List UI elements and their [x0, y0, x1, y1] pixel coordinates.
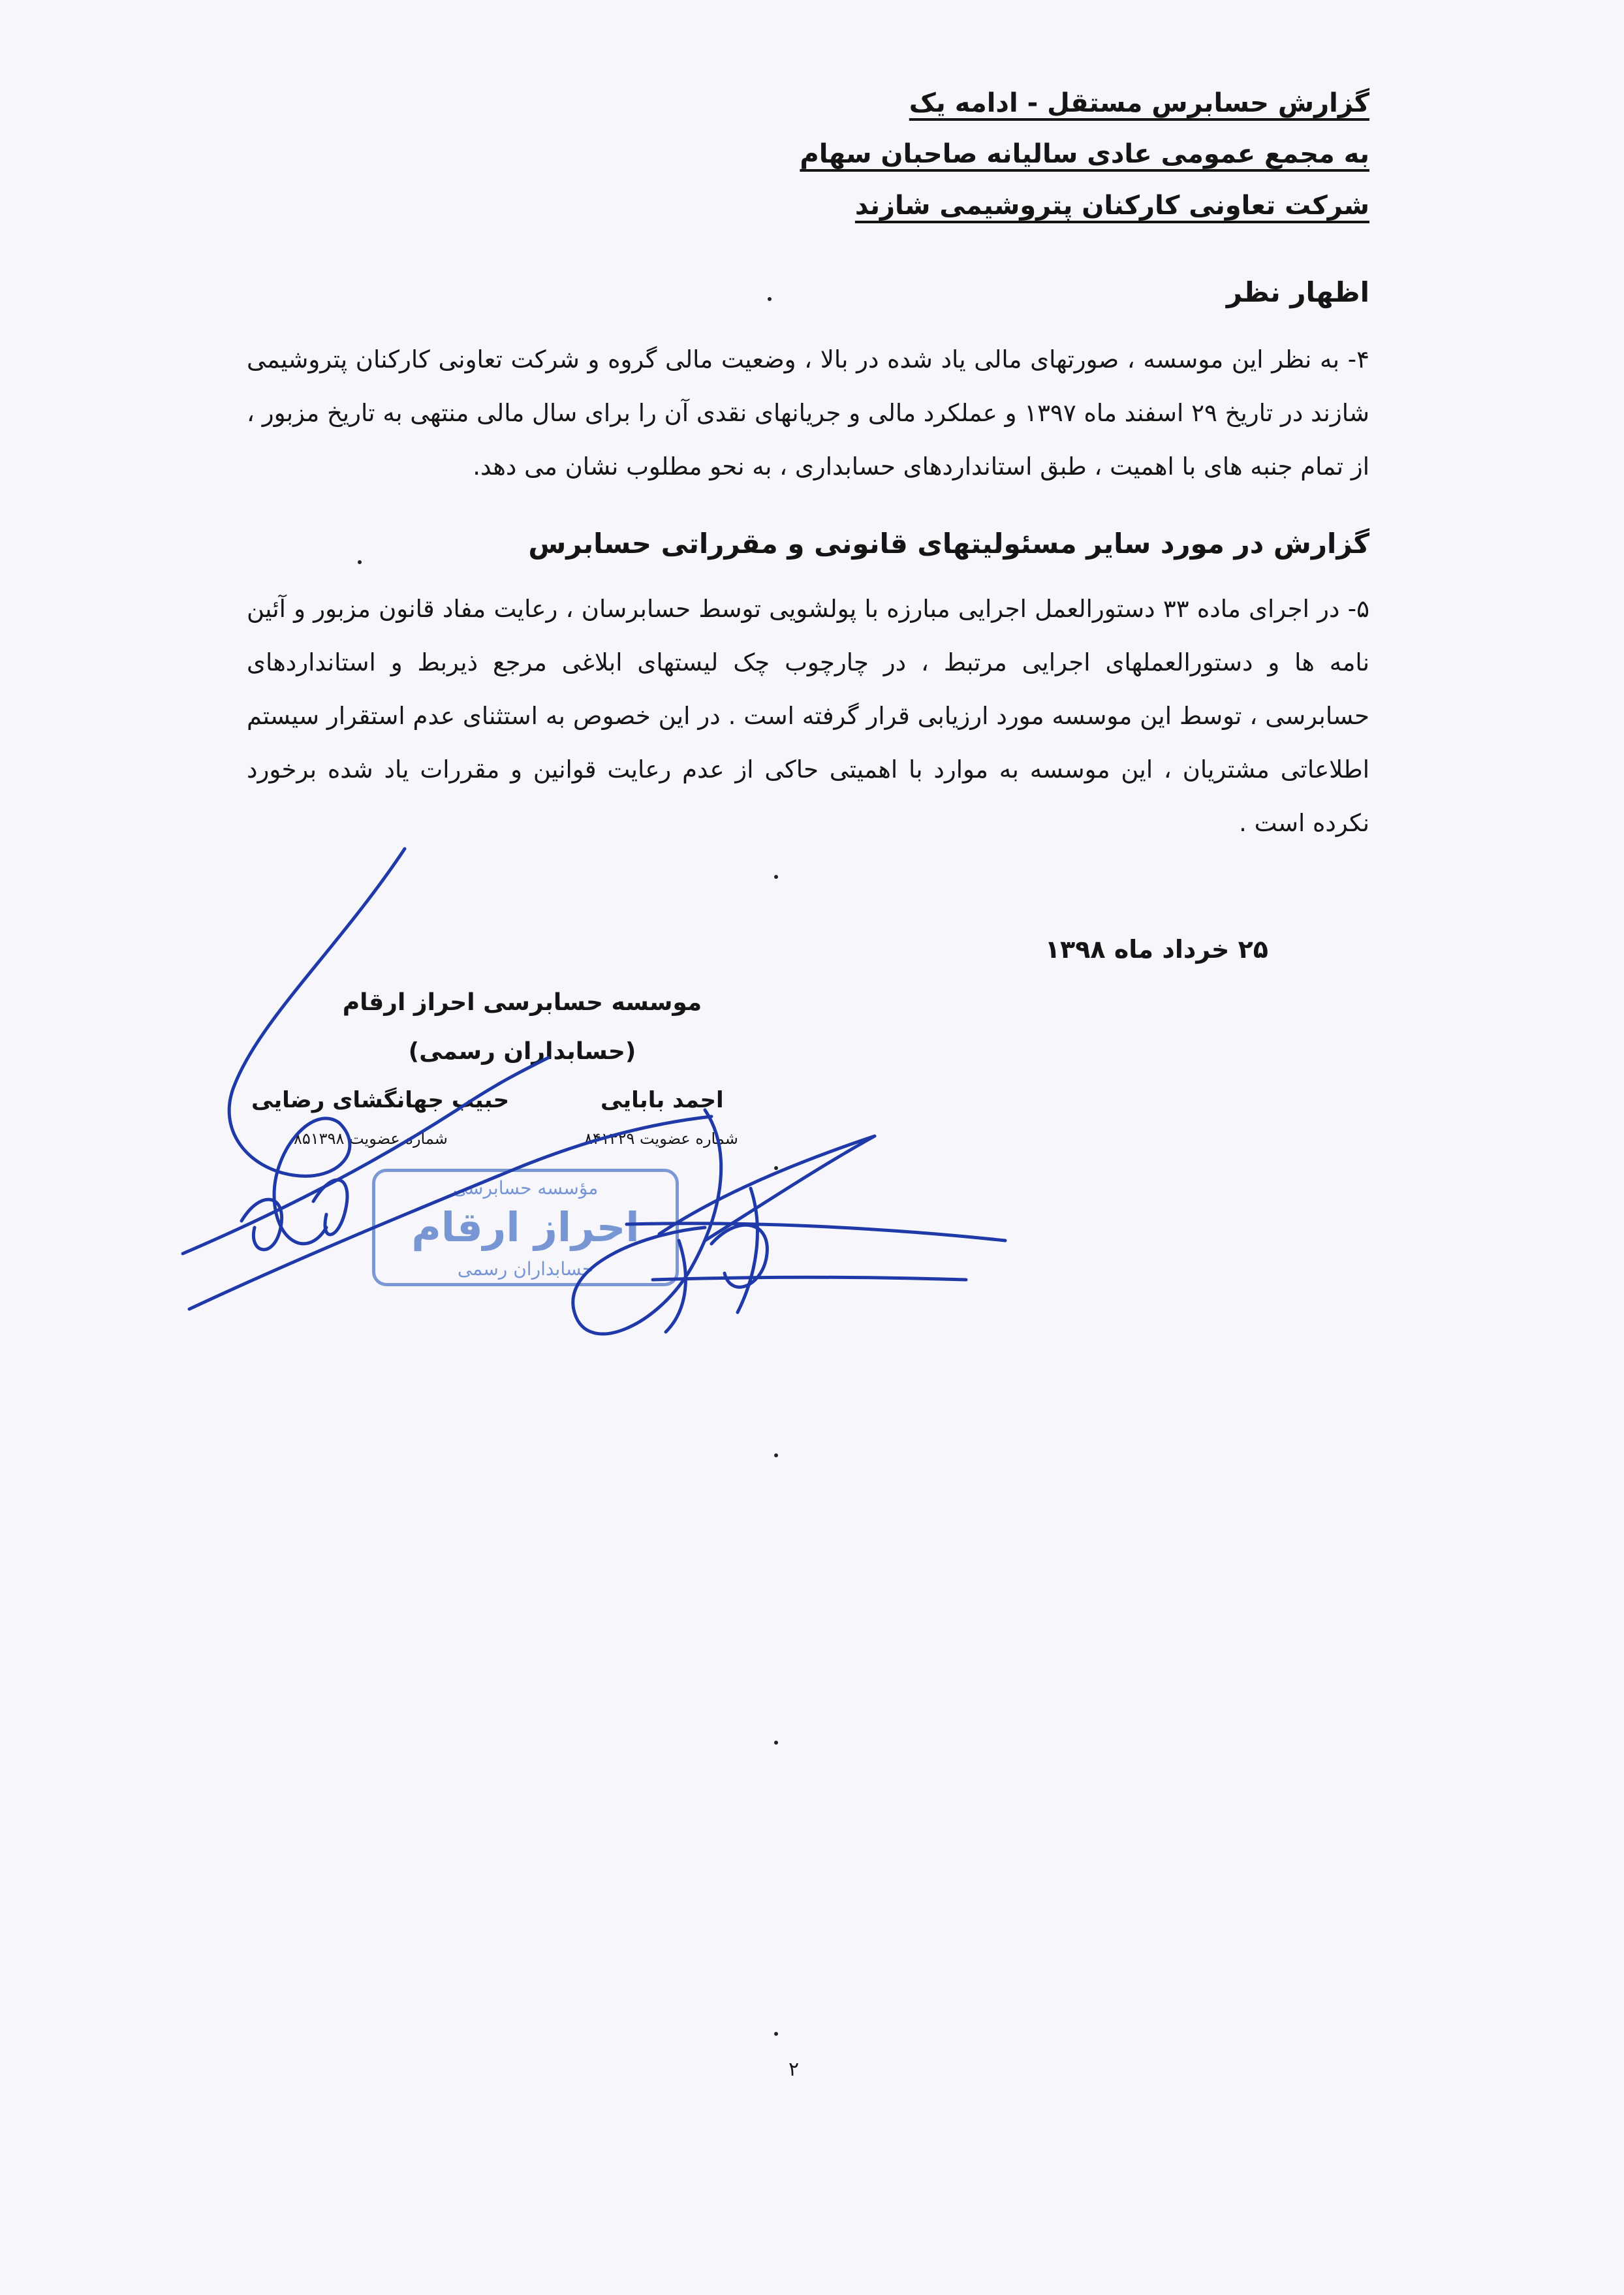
- signature-left-stroke-1: [229, 849, 405, 1244]
- report-date: ۲۵ خرداد ماه ۱۳۹۸: [1044, 935, 1268, 964]
- signer-name-2: حبیب جهانگشای رضایی: [251, 1087, 510, 1113]
- signature-left-stroke-3: [189, 1116, 711, 1309]
- scan-speck: [774, 2032, 778, 2036]
- signer-name-1: احمد بابایی: [601, 1087, 724, 1113]
- opinion-heading: اظهار نظر: [1226, 276, 1369, 308]
- report-addressee: به مجمع عمومی عادی سالیانه صاحبان سهام: [800, 139, 1369, 169]
- stamp-top-text: مؤسسه حسابرسی: [452, 1177, 599, 1199]
- signature-right-stroke-5: [738, 1188, 757, 1312]
- signer-membership-2: شماره عضویت ۸۵۱۳۹۸: [294, 1130, 448, 1148]
- stamp-bottom-text: حسابداران رسمی: [457, 1258, 594, 1280]
- scan-speck: [358, 560, 362, 564]
- stamp-main-text: احراز ارقام: [411, 1203, 640, 1251]
- opinion-paragraph: ۴- به نظر این موسسه ، صورتهای مالی یاد شده در بالا ، وضعیت مالی گروه و شرکت تعاونی کارکنان پتروشیمی شازند در تاریخ ۲۹ اسفند ماه ۱۳۹۷ و عملکرد مالی و جریانهای نقدی آن را برای سال مالی منتهی به تاریخ مزبور ، از تمام جنبه های با اهمیت ، طبق استانداردهای حسابداری ، به نحو مطلوب نشان می دهد.: [247, 345, 1369, 481]
- signer-membership-1: شماره عضویت ۸۴۱۳۲۹: [584, 1130, 738, 1148]
- scan-speck: [774, 1741, 778, 1745]
- signature-left-stroke-2: [183, 1058, 548, 1254]
- signature-right-stroke-4: [653, 1277, 966, 1280]
- audit-firm-subtitle: (حسابداران رسمی): [408, 1038, 636, 1065]
- report-title: گزارش حسابرس مستقل - ادامه یک: [909, 88, 1369, 118]
- audit-firm-name: موسسه حسابرسی احراز ارقام: [342, 989, 702, 1016]
- scan-speck: [774, 1166, 778, 1170]
- legal-responsibilities-heading: گزارش در مورد سایر مسئولیتهای قانونی و مقرراتی حسابرس: [528, 528, 1369, 560]
- scan-speck: [774, 875, 778, 879]
- company-name: شرکت تعاونی کارکنان پتروشیمی شازند: [854, 191, 1369, 221]
- signature-right-stroke-7: [666, 1241, 685, 1332]
- scan-speck: [768, 297, 772, 301]
- scan-speck: [774, 1453, 778, 1457]
- legal-responsibilities-paragraph: ۵- در اجرای ماده ۳۳ دستورالعمل اجرایی مبارزه با پولشویی توسط حسابرسان ، رعایت مفاد قانون مزبور و آئین نامه ها و دستورالعملهای اجرایی مرتبط ، در چارچوب چک لیستهای ابلاغی مرجع ذیربط و استانداردهای حسابرسی ، توسط این موسسه مورد ارزیابی قرار گرفته است . در این خصوص به استثنای عدم استقرار سیستم اطلاعاتی مشتریان ، این موسسه به موارد با اهمیتی حاکی از عدم رعایت قوانین و مقررات یاد شده برخورد نکرده است .: [247, 595, 1369, 837]
- page-number: ۲: [789, 2058, 800, 2081]
